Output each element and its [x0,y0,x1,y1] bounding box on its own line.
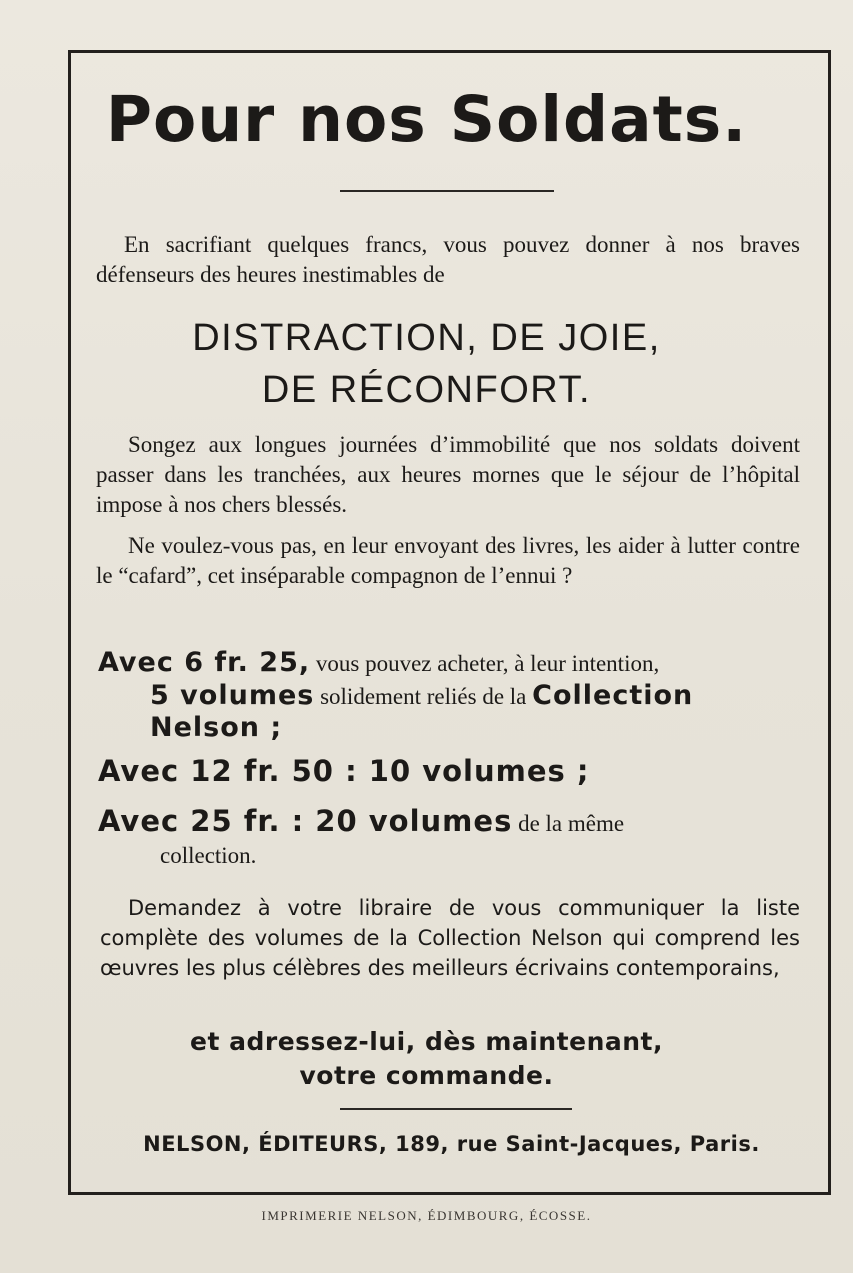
offer-1-rest: solidement reliés de la [314,684,533,709]
border-frame [68,50,831,1195]
offer-3-continued: collection. [160,843,257,868]
offer-1-continued [150,680,810,744]
publisher-address: NELSON, ÉDITEURS, 189, rue Saint-Jacques, Paris. [143,1132,760,1156]
headline [0,312,853,416]
offer-2 [98,756,808,789]
page-title: Pour nos Soldats. [105,83,748,156]
divider-bottom [340,1108,572,1110]
cafard-paragraph: Ne voulez-vous pas, en leur envoyant des livres, les aider à lutter contre le “cafard”, cet inséparable compagnon de l’ennui ? [96,533,800,588]
divider-top [340,190,554,192]
offer-3-rest: de la même [512,811,625,836]
trenches-paragraph: Songez aux longues journées d’immobilité que nos soldats doivent passer dans les tranchées, aux heures mornes que le séjour de l’hôpital impose à nos chers blessés. [96,432,800,517]
printer-imprint: IMPRIMERIE NELSON, ÉDIMBOURG, ÉCOSSE. [261,1208,592,1223]
offer-1-volumes: 5 volumes [150,680,315,711]
closing-call [0,1025,853,1093]
closing-line-2: votre commande. [299,1061,554,1090]
offer-1-price: Avec 6 fr. 25, [98,647,311,678]
offer-1 [98,647,808,679]
closing-line-1: et adressez-lui, dès maintenant, [190,1027,663,1056]
offer-1-collection: Collection Nelson ; [150,680,694,743]
offer-3 [98,806,808,839]
library-paragraph: Demandez à votre libraire de vous communiquer la liste complète des volumes de la Collection Nelson qui comprend les œuvres les plus célèbres des meilleurs écrivains contemporains, [100,896,800,980]
headline-line-1: DISTRACTION, DE JOIE, [192,317,661,359]
offer-3-bold: Avec 25 fr. : 20 volumes [98,804,513,838]
intro-paragraph: En sacrifiant quelques francs, vous pouvez donner à nos braves défenseurs des heures inestimables de [96,232,800,287]
offer-1-text: vous pouvez acheter, à leur intention, [310,651,660,676]
offer-2-text: Avec 12 fr. 50 : 10 volumes ; [98,754,590,788]
headline-line-2: DE RÉCONFORT. [261,369,592,411]
